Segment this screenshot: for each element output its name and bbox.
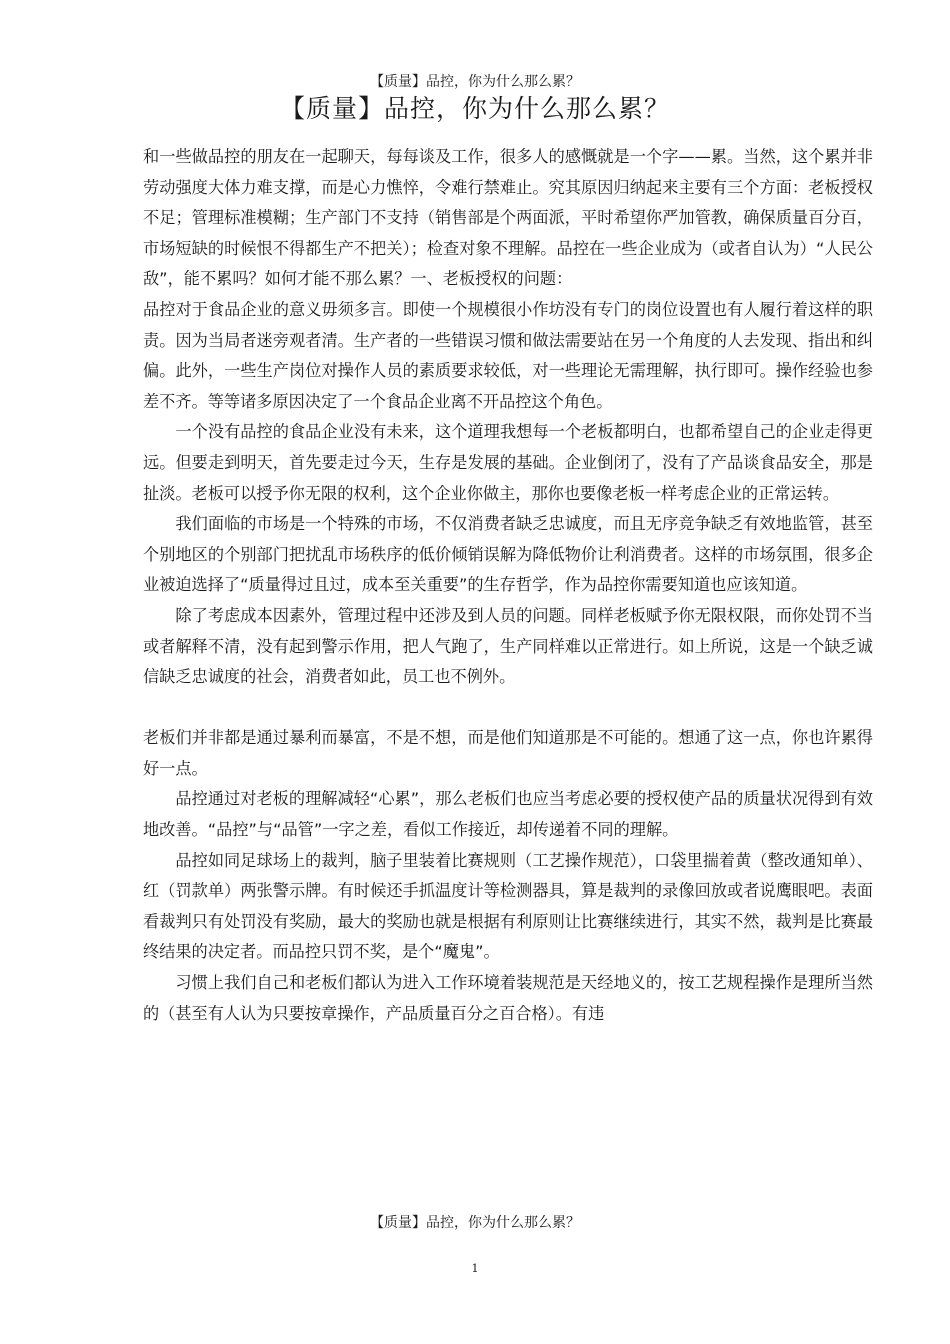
- document-body: [143, 142, 873, 1029]
- document-title: 【质量】品控，你为什么那么累？: [279, 94, 670, 123]
- page-number: 1: [471, 1262, 479, 1275]
- paragraph-personnel: 除了考虑成本因素外，管理过程中还涉及到人员的问题。同样老板赋予你无限权限，而你处罚不当或者解释不清，没有起到警示作用，把人气跑了，生产同样难以正常进行。如上所说，这是一个缺乏诚信缺乏忠诚度的社会，消费者如此，员工也不例外。: [143, 605, 873, 687]
- paragraph-bosses: 老板们并非都是通过暴利而暴富，不是不想，而是他们知道那是不可能的。想通了这一点，你也许累得好一点。: [143, 728, 873, 778]
- paragraph-role-of-qc: 品控对于食品企业的意义毋须多言。即使一个规模很小作坊没有专门的岗位设置也有人履行着这样的职责。因为当局者迷旁观者清。生产者的一些错误习惯和做法需要站在另一个角度的人去发现、指出和纠偏。此外，一些生产岗位对操作人员的素质要求较低，对一些理论无需理解，执行即可。操作经验也参差不齐。等等诸多原因决定了一个食品企业离不开品控这个角色。: [143, 299, 873, 411]
- running-footer-title: 【质量】品控，你为什么那么累？: [370, 1215, 580, 1231]
- paragraph-market: 我们面临的市场是一个特殊的市场，不仅消费者缺乏忠诚度，而且无序竞争缺乏有效地监管，甚至个别地区的个别部门把扰乱市场秩序的低价倾销误解为降低物价让利消费者。这样的市场氛围，很多企业被迫选择了“质量得过且过，成本至关重要”的生存哲学，作为品控你需要知道也应该知道。: [143, 514, 873, 595]
- paragraph-future: 一个没有品控的食品企业没有未来，这个道理我想每一个老板都明白，也都希望自己的企业走得更远。但要走到明天，首先要走过今天，生存是发展的基础。企业倒闭了，没有了产品谈食品安全，那是扯淡。老板可以授予你无限的权利，这个企业你做主，那你也要像老板一样考虑企业的正常运转。: [143, 422, 873, 503]
- paragraph-authorization: 品控通过对老板的理解减轻“心累”，那么老板们也应当考虑必要的授权使产品的质量状况得到有效地改善。“品控”与“品管”一字之差，看似工作接近，却传递着不同的理解。: [143, 789, 873, 840]
- running-header: 【质量】品控，你为什么那么累？: [370, 74, 580, 90]
- paragraph-habits: 习惯上我们自己和老板们都认为进入工作环境着装规范是天经地义的，按工艺规程操作是理所当然的（甚至有人认为只要按章操作，产品质量百分之百合格）。有违: [143, 973, 873, 1023]
- paragraph-intro: 和一些做品控的朋友在一起聊天，每每谈及工作，很多人的感慨就是一个字——累。当然，这个累并非劳动强度大体力难支撑，而是心力憔悴，令难行禁难止。究其原因归纳起来主要有三个方面：老板授权不足；管理标准模糊；生产部门不支持（销售部是个两面派，平时希望你严加管教，确保质量百分百，市场短缺的时候恨不得都生产不把关）；检查对象不理解。品控在一些企业成为（或者自认为）“人民公敌”，能不累吗？如何才能不那么累？一、老板授权的问题：: [143, 147, 873, 289]
- paragraph-referee: 品控如同足球场上的裁判，脑子里装着比赛规则（工艺操作规范），口袋里揣着黄（整改通知单）、红（罚款单）两张警示牌。有时候还手抓温度计等检测器具，算是裁判的录像回放或者说鹰眼吧。表面看裁判只有处罚没有奖励，最大的奖励也就是根据有利原则让比赛继续进行，其实不然，裁判是比赛最终结果的决定者。而品控只罚不奖，是个“魔鬼”。: [143, 850, 873, 962]
